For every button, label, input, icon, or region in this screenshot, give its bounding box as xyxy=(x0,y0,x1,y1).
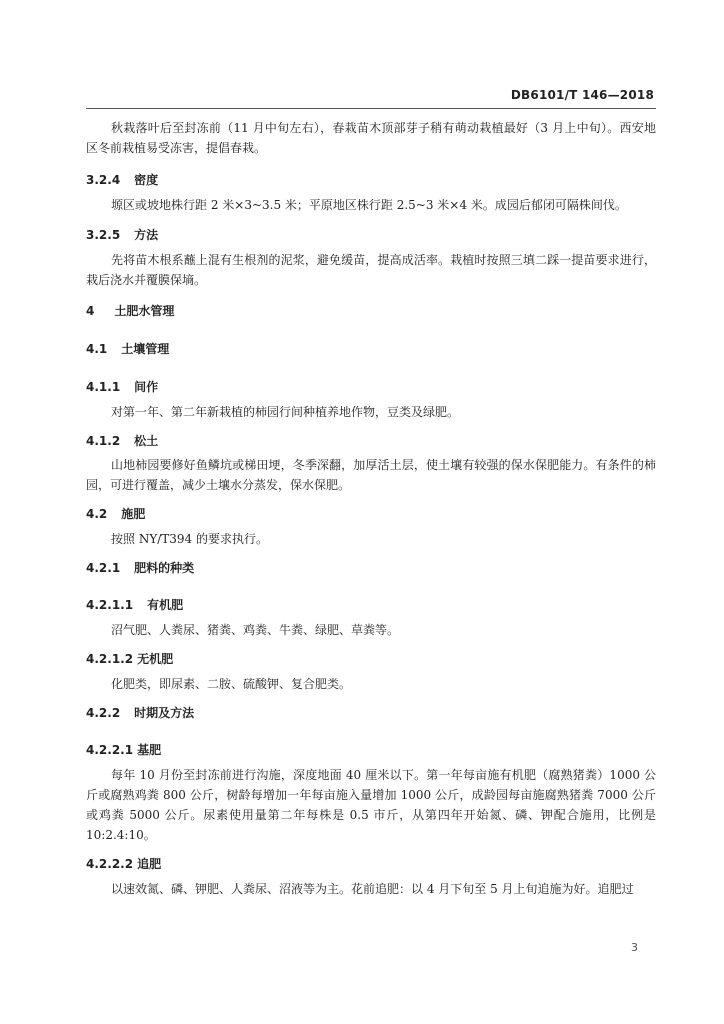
heading-3-2-5 xyxy=(86,226,656,244)
heading-number: 4.1.2 xyxy=(86,434,121,448)
paragraph-base-fertilizer: 每年 10 月份至封冻前进行沟施，深度地面 40 厘米以下。第一年每亩施有机肥（腐熟猪粪）1000 公斤或腐熟鸡粪 800 公斤，树龄每增加一年每亩施入量增加 1000 公斤，成龄园每亩施腐熟猪粪 7000 公斤或鸡粪 5000 公斤。尿素使用量第二年每株是 0.5 市斤，从第四年开始氮、磷、钾配合施用，比例是 10:2.4:10。 xyxy=(86,768,656,842)
heading-title: 土壤管理 xyxy=(121,342,170,356)
page-number: 3 xyxy=(631,941,638,954)
paragraph-density: 塬区或坡地株行距 2 米×3~3.5 米；平原地区株行距 2.5~3 米×4 米。成园后郁闭可隔株间伐。 xyxy=(111,198,627,212)
heading-number: 3.2.5 xyxy=(86,228,121,242)
header-rule xyxy=(86,108,656,109)
heading-title: 方法 xyxy=(134,228,159,242)
heading-4-1-1 xyxy=(86,378,656,396)
heading-number: 4.2.1.2 xyxy=(86,652,134,666)
paragraph-topdressing: 以速效氮、磷、钾肥、人粪尿、沼液等为主。花前追肥：以 4 月下旬至 5 月上旬追施为好。追肥过 xyxy=(111,882,634,896)
heading-number: 3.2.4 xyxy=(86,173,121,187)
heading-4-2-2 xyxy=(86,704,656,722)
heading-title: 土肥水管理 xyxy=(114,304,175,318)
heading-title: 时期及方法 xyxy=(134,706,195,720)
heading-title: 无机肥 xyxy=(137,652,174,666)
heading-number: 4.2.2 xyxy=(86,706,121,720)
heading-3-2-4 xyxy=(86,171,656,189)
paragraph-loosening: 山地柿园要修好鱼鳞坑或梯田埂，冬季深翻，加厚活土层，使土壤有较强的保水保肥能力。有条件的柿园，可进行覆盖，减少土壤水分蒸发，保水保肥。 xyxy=(86,458,656,492)
heading-number: 4.2.2.2 xyxy=(86,857,134,871)
heading-title: 肥料的种类 xyxy=(134,561,195,575)
heading-title: 施肥 xyxy=(121,507,146,521)
paragraph-fertilizing-standard: 按照 NY/T394 的要求执行。 xyxy=(111,532,269,546)
heading-4-2-1-1 xyxy=(86,596,656,614)
heading-number: 4.2.2.1 xyxy=(86,743,134,757)
heading-number: 4.1.1 xyxy=(86,380,121,394)
heading-title: 有机肥 xyxy=(147,598,184,612)
heading-title: 追肥 xyxy=(137,857,162,871)
heading-number: 4.1 xyxy=(86,342,108,356)
heading-number: 4.2 xyxy=(86,507,108,521)
heading-4-2-2-2 xyxy=(86,855,656,873)
paragraph-method: 先将苗木根系蘸上混有生根剂的泥浆，避免缓苗，提高成活率。栽植时按照三填二踩一提苗要求进行，栽后浇水并覆膜保墒。 xyxy=(86,253,656,287)
document-code: DB6101/T 146—2018 xyxy=(510,88,654,102)
heading-4-1-2 xyxy=(86,432,656,450)
heading-4 xyxy=(86,302,656,320)
document-body xyxy=(86,114,656,899)
heading-title: 密度 xyxy=(134,173,159,187)
heading-4-1 xyxy=(86,340,656,358)
paragraph-intercropping: 对第一年、第二年新栽植的柿园行间种植养地作物，豆类及绿肥。 xyxy=(111,405,460,419)
heading-4-2-2-1 xyxy=(86,741,656,759)
heading-title: 基肥 xyxy=(137,743,162,757)
paragraph-planting-time: 秋栽落叶后至封冻前（11 月中旬左右），春栽苗木顶部芽子稍有萌动栽植最好（3 月上中旬）。西安地区冬前栽植易受冻害，提倡春栽。 xyxy=(86,121,656,155)
paragraph-organic-fertilizer: 沼气肥、人粪尿、猪粪、鸡粪、牛粪、绿肥、草粪等。 xyxy=(111,623,400,637)
heading-4-2 xyxy=(86,505,656,523)
heading-4-2-1 xyxy=(86,559,656,577)
paragraph-inorganic-fertilizer: 化肥类，即尿素、二胺、硫酸钾、复合肥类。 xyxy=(111,677,352,691)
heading-4-2-1-2 xyxy=(86,650,656,668)
heading-number: 4 xyxy=(86,304,95,318)
heading-number: 4.2.1 xyxy=(86,561,121,575)
heading-title: 松土 xyxy=(134,434,159,448)
heading-title: 间作 xyxy=(134,380,159,394)
heading-number: 4.2.1.1 xyxy=(86,598,134,612)
